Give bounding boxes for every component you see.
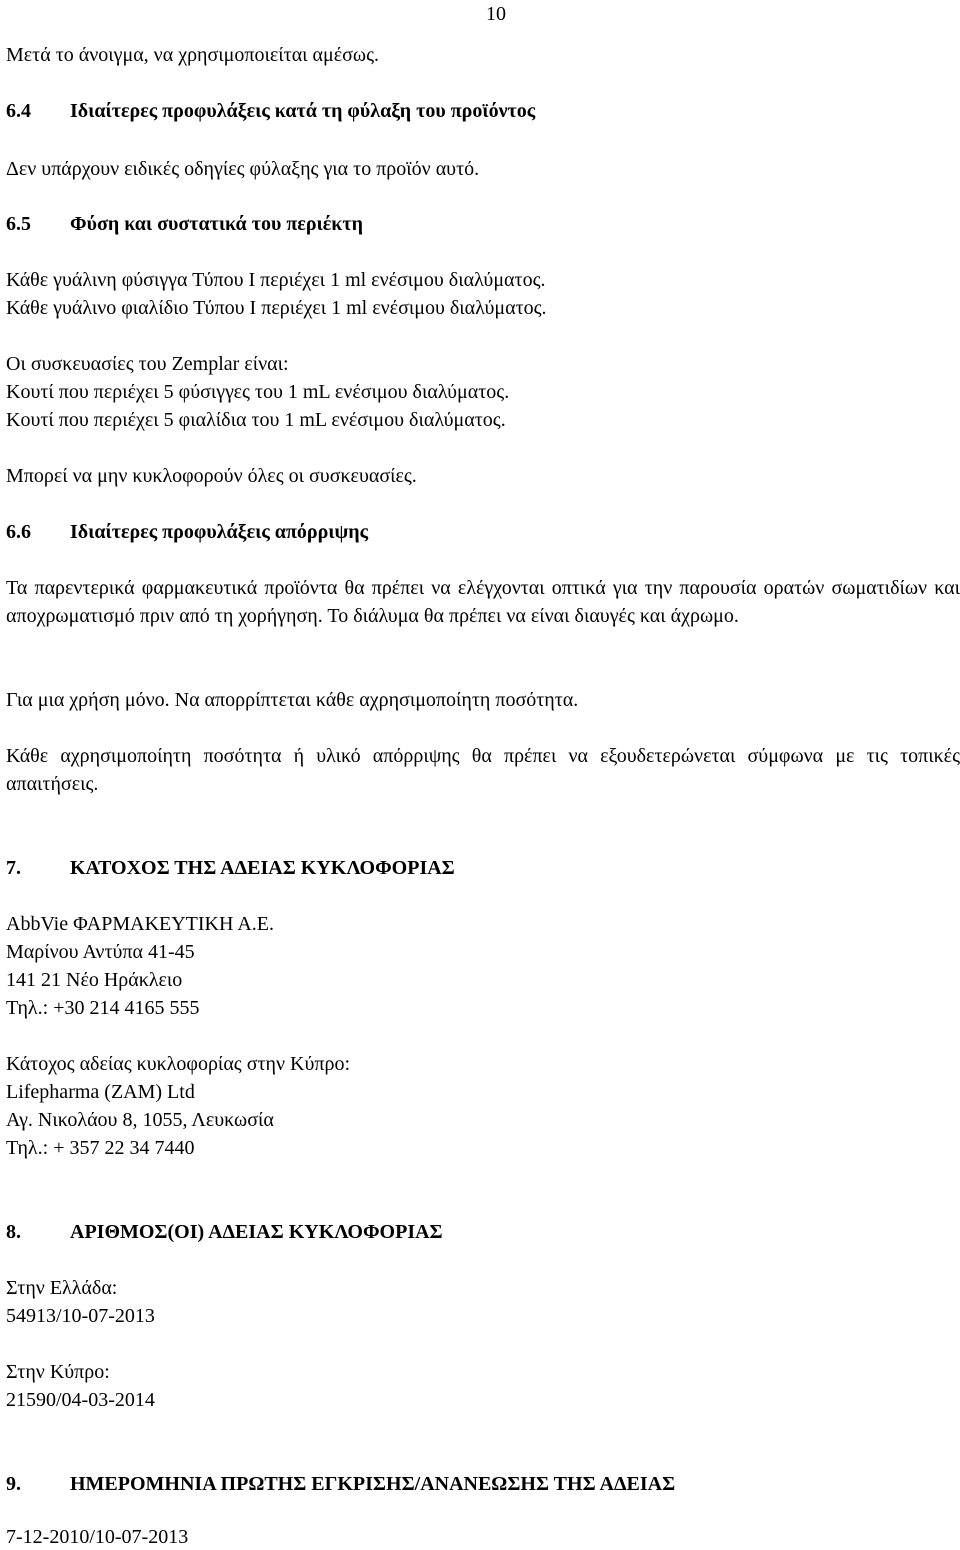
section-title: Φύση και συστατικά του περιέκτη bbox=[70, 213, 363, 235]
section-title: Ιδιαίτερες προφυλάξεις απόρριψης bbox=[70, 521, 369, 543]
section-number: 6.4 bbox=[6, 100, 31, 122]
section-6-6-heading bbox=[6, 519, 368, 545]
container-line-ampoule: Κάθε γυάλινη φύσιγγα Τύπου I περιέχει 1 ml ενέσιμου διαλύματος. bbox=[6, 269, 546, 291]
section-number: 8. bbox=[6, 1221, 21, 1243]
section-number: 9. bbox=[6, 1473, 21, 1495]
section-number: 6.6 bbox=[6, 521, 31, 543]
section-title: ΚΑΤΟΧΟΣ ΤΗΣ ΑΔΕΙΑΣ ΚΥΚΛΟΦΟΡΙΑΣ bbox=[70, 857, 455, 879]
holder-phone: Τηλ.: +30 214 4165 555 bbox=[6, 997, 200, 1019]
container-line-vial: Κάθε γυάλινο φιαλίδιο Τύπου I περιέχει 1 ml ενέσιμου διαλύματος. bbox=[6, 297, 547, 319]
cyprus-holder-street: Αγ. Νικολάου 8, 1055, Λευκωσία bbox=[6, 1109, 274, 1131]
section-8-heading bbox=[6, 1219, 443, 1245]
section-6-4-text: Δεν υπάρχουν ειδικές οδηγίες φύλαξης για το προϊόν αυτό. bbox=[6, 158, 480, 180]
section-6-4-heading bbox=[6, 98, 535, 124]
cyprus-holder-name: Lifepharma (ZAM) Ltd bbox=[6, 1081, 195, 1103]
disposal-paragraph-2: Για μια χρήση μόνο. Να απορρίπτεται κάθε αχρησιμοποίητη ποσότητα. bbox=[6, 689, 579, 711]
page-number: 10 bbox=[486, 3, 506, 25]
section-title: ΑΡΙΘΜΟΣ(ΟΙ) ΑΔΕΙΑΣ ΚΥΚΛΟΦΟΡΙΑΣ bbox=[70, 1221, 443, 1243]
intro-line: Μετά το άνοιγμα, να χρησιμοποιείται αμέσως. bbox=[6, 44, 380, 66]
approval-date: 7-12-2010/10-07-2013 bbox=[6, 1526, 189, 1548]
greece-label: Στην Ελλάδα: bbox=[6, 1277, 118, 1299]
packs-intro: Οι συσκευασίες του Zemplar είναι: bbox=[6, 353, 289, 375]
cyprus-holder-label: Κάτοχος αδείας κυκλοφορίας στην Κύπρο: bbox=[6, 1053, 351, 1075]
disposal-paragraph-3: Κάθε αχρησιμοποίητη ποσότητα ή υλικό απόρριψης θα πρέπει να εξουδετερώνεται σύμφωνα με τις τοπικές απαιτήσεις. bbox=[6, 745, 960, 795]
cyprus-label: Στην Κύπρο: bbox=[6, 1361, 110, 1383]
pack-vials: Κουτί που περιέχει 5 φιαλίδια του 1 mL ενέσιμου διαλύματος. bbox=[6, 409, 506, 431]
cyprus-holder-phone: Τηλ.: + 357 22 34 7440 bbox=[6, 1137, 195, 1159]
section-7-heading bbox=[6, 855, 455, 881]
pack-ampoules: Κουτί που περιέχει 5 φύσιγγες του 1 mL ενέσιμου διαλύματος. bbox=[6, 381, 510, 403]
holder-street: Μαρίνου Αντύπα 41-45 bbox=[6, 941, 195, 963]
holder-name: AbbVie ΦΑΡΜΑΚΕΥΤΙΚΗ Α.Ε. bbox=[6, 913, 274, 935]
disposal-paragraph-1: Τα παρεντερικά φαρμακευτικά προϊόντα θα πρέπει να ελέγχονται οπτικά για την παρουσία ορατών σωματιδίων και αποχρωματισμό πριν από τη χορήγηση. Το διάλυμα θα πρέπει να είναι διαυγές και άχρωμο. bbox=[6, 577, 960, 627]
section-number: 6.5 bbox=[6, 213, 31, 235]
holder-city: 141 21 Νέο Ηράκλειο bbox=[6, 969, 183, 991]
section-6-5-heading bbox=[6, 211, 363, 237]
packs-note: Μπορεί να μην κυκλοφορούν όλες οι συσκευασίες. bbox=[6, 465, 417, 487]
section-title: ΗΜΕΡΟΜΗΝΙΑ ΠΡΩΤΗΣ ΕΓΚΡΙΣΗΣ/ΑΝΑΝΕΩΣΗΣ ΤΗΣ ΑΔΕΙΑΣ bbox=[70, 1473, 676, 1495]
section-9-heading bbox=[6, 1471, 675, 1497]
cyprus-licence-number: 21590/04-03-2014 bbox=[6, 1389, 155, 1411]
greece-licence-number: 54913/10-07-2013 bbox=[6, 1305, 155, 1327]
section-number: 7. bbox=[6, 857, 21, 879]
section-title: Ιδιαίτερες προφυλάξεις κατά τη φύλαξη του προϊόντος bbox=[70, 100, 536, 122]
